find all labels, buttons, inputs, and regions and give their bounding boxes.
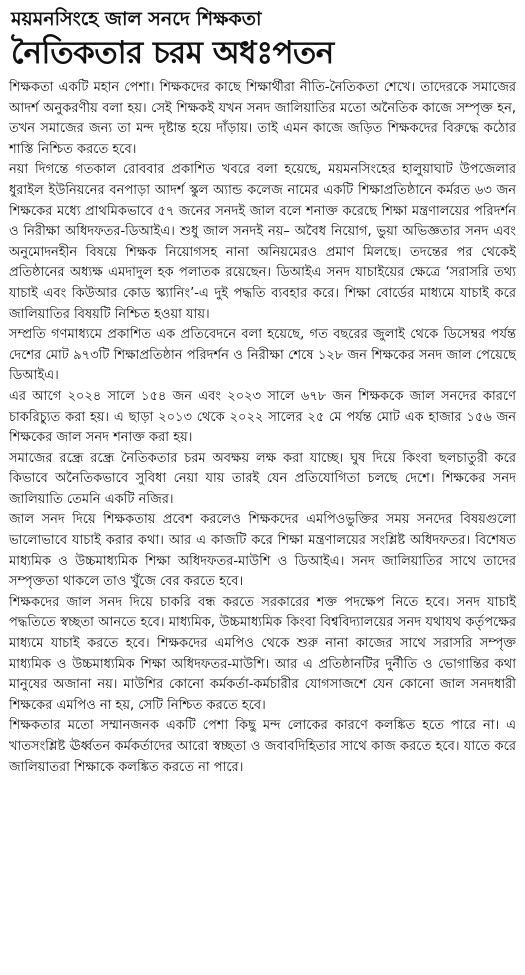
article-paragraph-1: শিক্ষকতা একটি মহান পেশা। শিক্ষকদের কাছে শিক্ষার্থীরা নীতি-নৈতিকতা শেখে। তাদেরকে সমাজের আদর্শ অনুকরণীয় বলা হয়। সেই শিক্ষকই যখন সনদ জালিয়াতির মতো অনৈতিক কাজে সম্পৃক্ত হন, তখন সমাজের জন্য তা মন্দ দৃষ্টান্ত হয়ে দাঁড়ায়। তাই এমন কাজে জড়িত শিক্ষকদের বিরুদ্ধে কঠোর শাস্তি নিশ্চিত করতে হবে। <box>9 80 516 157</box>
article-paragraph-5: সমাজের রন্ধ্রে রন্ধ্রে নৈতিকতার চরম অবক্ষয় লক্ষ করা যাচ্ছে। ঘুষ দিয়ে কিংবা ছলচাতুরী করে কিভাবে অনৈতিকভাবে সুবিধা নেয়া যায় তারই যেন প্রতিযোগিতা চলছে দেশে। শিক্ষকের সনদ জালিয়াতি তেমনি একটি নজির। <box>9 450 516 507</box>
article-paragraph-4: এর আগে ২০২৪ সালে ১৫৪ জন এবং ২০২৩ সালে ৬৭৮ জন শিক্ষককে জাল সনদের কারণে চাকরিচ্যুত করা হয়। এ ছাড়া ২০১৩ থেকে ২০২২ সালের ২৫ মে পর্যন্ত মোট এক হাজার ১৫৬ জন শিক্ষকের জাল সনদ শনাক্ত করা হয়। <box>9 388 516 446</box>
article-paragraph-2: নয়া দিগন্তে গতকাল রোববার প্রকাশিত খবরে বলা হয়েছে, ময়মনসিংহের হালুয়াঘাট উপজেলার ধুরাইল ইউনিয়নের বনপাড়া আদর্শ স্কুল অ্যান্ড কলেজ নামের একটি শিক্ষাপ্রতিষ্ঠানে কর্মরত ৬৩ জন শিক্ষকের মধ্যে প্রাথমিকভাবে ৫৭ জনের সনদই জাল বলে শনাক্ত করেছে শিক্ষা মন্ত্রণালয়ের পরিদর্শন ও নিরীক্ষা অধিদফতর-ডিআইএ। শুধু জাল সনদই নয়– অবৈধ নিয়োগ, ভুয়া অভিজ্ঞতার সনদ এবং অনুমোদনহীন বিষয়ে শিক্ষক নিয়োগসহ নানা অনিয়মেরও প্রমাণ মিলছে। তদন্তের পর থেকেই প্রতিষ্ঠানের অধ্যক্ষ এমদাদুল হক পলাতক রয়েছেন। ডিআইএ সনদ যাচাইয়ের ক্ষেত্রে ‘সরাসরি তথ্য যাচাই এবং কিউআর কোড স্ক্যানিং’-এ দুই পদ্ধতি ব্যবহার করে। শিক্ষা বোর্ডের মাধ্যমে যাচাই করে জালিয়াতির বিষয়টি নিশ্চিত হওয়া যায়। <box>9 162 516 322</box>
article-kicker: ময়মনসিংহে জাল সনদে শিক্ষকতা <box>11 8 262 30</box>
article-paragraph-3: সম্প্রতি গণমাধ্যমে প্রকাশিত এক প্রতিবেদনে বলা হয়েছে, গত বছরের জুলাই থেকে ডিসেম্বর পর্যন্ত দেশের মোট ৯৭৩টি শিক্ষাপ্রতিষ্ঠান পরিদর্শন ও নিরীক্ষা শেষে ১২৮ জন শিক্ষকের সনদ জাল পেয়েছে ডিআইএ। <box>9 327 516 384</box>
article-paragraph-8: শিক্ষকতার মতো সম্মানজনক একটি পেশা কিছু মন্দ লোকের কারণে কলঙ্কিত হতে পারে না। এ খাতসংশ্লিষ্ট ঊর্ধ্বতন কর্মকর্তাদের আরো স্বচ্ছতা ও জবাবদিহিতার সাথে কাজ করতে হবে। যাতে করে জালিয়াতরা শিক্ষাকে কলঙ্কিত করতে না পারে। <box>9 718 516 775</box>
article-body <box>9 78 516 778</box>
article-paragraph-7: শিক্ষকদের জাল সনদ দিয়ে চাকরি বন্ধ করতে সরকারের শক্ত পদক্ষেপ নিতে হবে। সনদ যাচাই পদ্ধতিতে স্বচ্ছতা আনতে হবে। মাধ্যমিক, উচ্চমাধ্যমিক কিংবা বিশ্ববিদ্যালয়ের সনদ যথাযথ কর্তৃপক্ষের মাধ্যমে যাচাই করতে হবে। শিক্ষকদের এমপিও থেকে শুরু নানা কাজের সাথে সরাসরি সম্পৃক্ত মাধ্যমিক ও উচ্চমাধ্যমিক শিক্ষা অধিদফতর-মাউশি। আর এ প্রতিষ্ঠানটির দুর্নীতি ও ভোগান্তির কথা মানুষের অজানা নয়। মাউশির কোনো কর্মকর্তা-কর্মচারীর যোগসাজশে যেন কোনো জাল সনদধারী শিক্ষকের এমপিও না হয়, সেটি নিশ্চিত করতে হবে। <box>9 594 516 713</box>
article-headline: নৈতিকতার চরম অধঃপতন <box>11 35 334 71</box>
article-paragraph-6: জাল সনদ দিয়ে শিক্ষকতায় প্রবেশ করলেও শিক্ষকদের এমপিওভুক্তির সময় সনদের বিষয়গুলো ভালোভাবে যাচাই করার কথা। আর এ কাজটি করে শিক্ষা মন্ত্রণালয়ের সংশ্লিষ্ট অধিদফতর। বিশেষত মাধ্যমিক ও উচ্চমাধ্যমিক শিক্ষা অধিদফতর-মাউশি ও ডিআইএ। সনদ জালিয়াতির সাথে তাদের সম্পৃক্ততা থাকলে তাও খুঁজে বের করতে হবে। <box>9 512 516 590</box>
